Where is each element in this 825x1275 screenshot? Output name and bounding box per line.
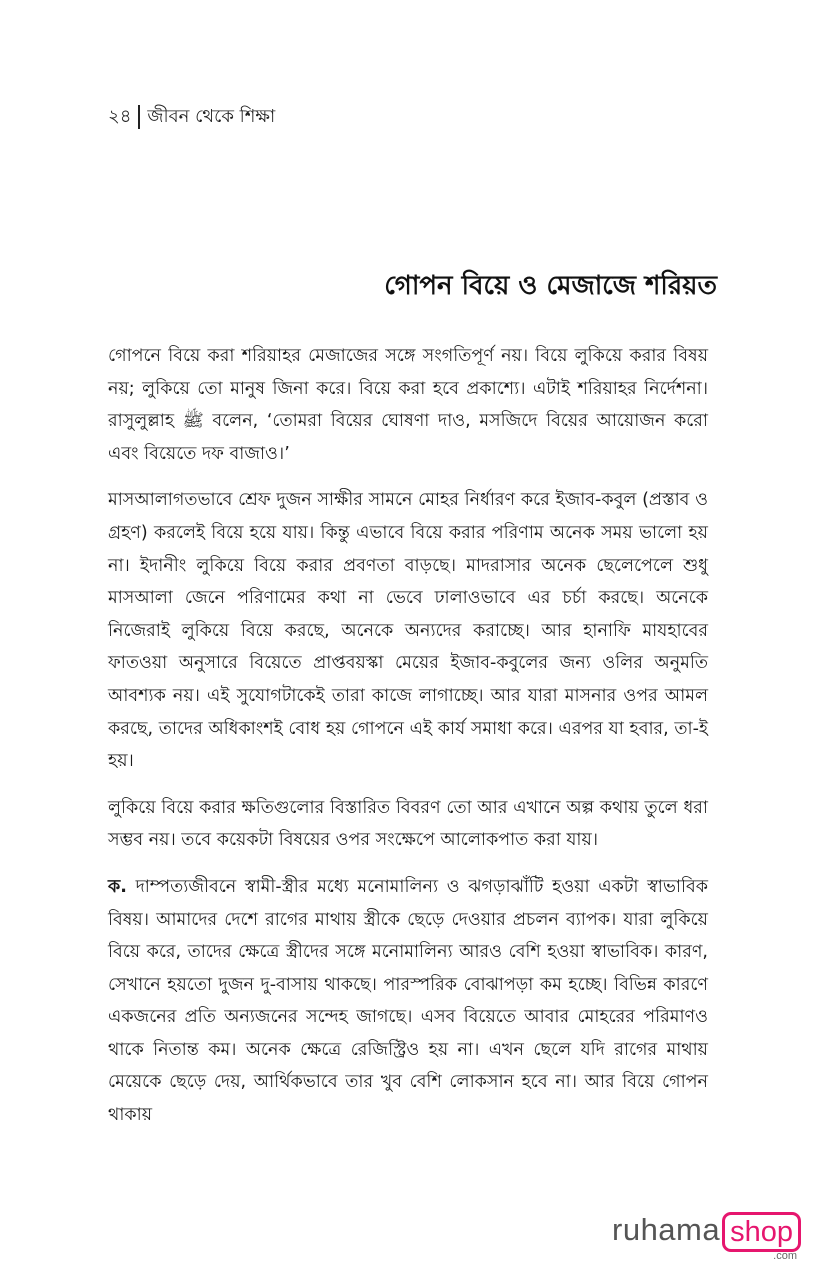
watermark-badge-wrap — [722, 1210, 801, 1262]
point-ka-text: দাম্পত্যজীবনে স্বামী-স্ত্রীর মধ্যে মনোমালিন্য ও ঝগড়াঝাঁটি হওয়া একটা স্বাভাবিক বিষয়। আমাদের দেশে রাগের মাথায় স্ত্রীকে ছেড়ে দেওয়ার প্রচলন ব্যাপক। যারা লুকিয়ে বিয়ে করে, তাদের ক্ষেত্রে স্ত্রীদের সঙ্গে মনোমালিন্য আরও বেশি হওয়া স্বাভাবিক। কারণ, সেখানে হয়তো দুজন দু-বাসায় থাকছে। পারস্পরিক বোঝাপড়া কম হচ্ছে। বিভিন্ন কারণে একজনের প্রতি অন্যজনের সন্দেহ জাগছে। এসব বিয়েতে আবার মোহরের পরিমাণও থাকে নিতান্ত কম। অনেক ক্ষেত্রে রেজিস্ট্রিও হয় না। এখন ছেলে যদি রাগের মাথায় মেয়েকে ছেড়ে দেয়, আর্থিকভাবে তার খুব বেশি লোকসান হবে না। আর বিয়ে গোপন থাকায় — [108, 876, 708, 1126]
paragraph-1: গোপনে বিয়ে করা শরিয়াহর মেজাজের সঙ্গে সংগতিপূর্ণ নয়। বিয়ে লুকিয়ে করার বিষয় নয়; লুকিয়ে তো মানুষ জিনা করে। বিয়ে করা হবে প্রকাশ্যে। এটাই শরিয়াহর নির্দেশনা। রাসুলুল্লাহ ﷺ বলেন, ‘তোমরা বিয়ের ঘোষণা দাও, মসজিদে বিয়ের আয়োজন করো এবং বিয়েতে দফ বাজাও।’ — [108, 346, 708, 464]
header-divider — [138, 105, 140, 129]
paragraph-3: লুকিয়ে বিয়ে করার ক্ষতিগুলোর বিস্তারিত বিবরণ তো আর এখানে অল্প কথায় তুলে ধরা সম্ভব নয়। তবে কয়েকটা বিষয়ের ওপর সংক্ষেপে আলোকপাত করা যায়। — [108, 797, 708, 851]
watermark-word: ruhama — [612, 1212, 721, 1247]
page-body — [108, 340, 708, 1146]
running-head — [108, 104, 275, 130]
paragraph-point-ka — [108, 871, 708, 1132]
watermark-badge: shop — [722, 1212, 801, 1252]
paragraph-2: মাসআলাগতভাবে শ্রেফ দুজন সাক্ষীর সামনে মোহর নির্ধারণ করে ইজাব-কবুল (প্রস্তাব ও গ্রহণ) করলেই বিয়ে হয়ে যায়। কিন্তু এভাবে বিয়ে করার পরিণাম অনেক সময় ভালো হয় না। ইদানীং লুকিয়ে বিয়ে করার প্রবণতা বাড়ছে। মাদরাসার অনেক ছেলেপেলে শুধু মাসআলা জেনে পরিণামের কথা না ভেবে ঢালাওভাবে এর চর্চা করছে। অনেকে নিজেরাই লুকিয়ে বিয়ে করছে, অনেকে অন্যদের করাচ্ছে। আর হানাফি মাযহাবের ফাতওয়া অনুসারে বিয়েতে প্রাপ্তবয়স্কা মেয়ের ইজাব-কবুলের জন্য ওলির অনুমতি আবশ্যক নয়। এই সুযোগটাকেই তারা কাজে লাগাচ্ছে। আর যারা মাসনার ওপর আমল করছে, তাদের অধিকাংশই বোধ হয় গোপনে এই কার্য সমাধা করে। এরপর যা হবার, তা-ই হয়। — [108, 490, 708, 772]
chapter-title: গোপন বিয়ে ও মেজাজে শরিয়ত — [384, 271, 717, 301]
ruhamashop-watermark — [612, 1210, 801, 1262]
point-ka-label: ক. — [108, 876, 127, 897]
watermark-tld: .com — [773, 1250, 797, 1262]
page-number: ২৪ — [108, 106, 132, 127]
book-title: জীবন থেকে শিক্ষা — [147, 106, 276, 127]
